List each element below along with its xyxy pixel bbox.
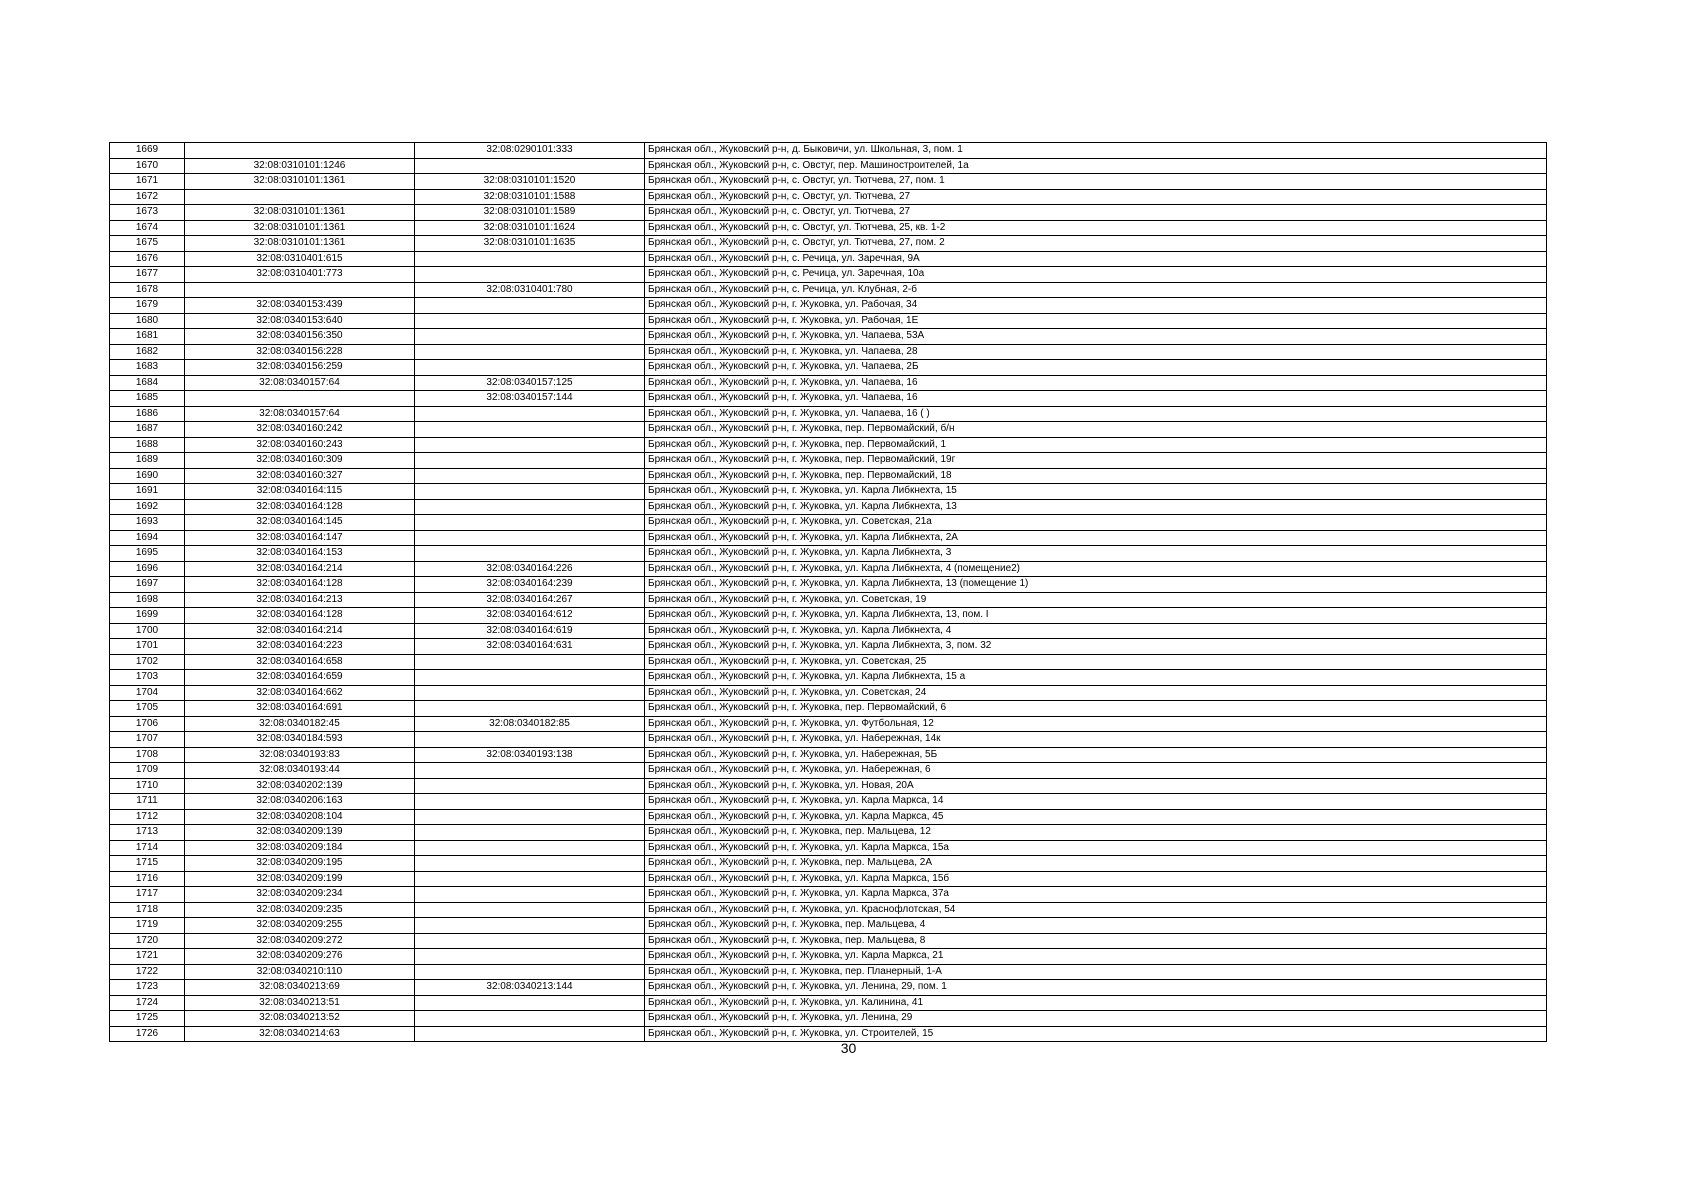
land-cadastral-number-cell: 32:08:0340164:147 bbox=[185, 530, 415, 546]
row-number-cell: 1710 bbox=[110, 778, 185, 794]
building-cadastral-number-cell: 32:08:0310101:1588 bbox=[415, 189, 645, 205]
row-number-cell: 1681 bbox=[110, 329, 185, 345]
row-number-cell: 1690 bbox=[110, 468, 185, 484]
table-row bbox=[110, 918, 1547, 934]
building-cadastral-number-cell bbox=[415, 298, 645, 314]
address-cell: Брянская обл., Жуковский р-н, д. Быковичи, ул. Школьная, 3, пом. 1 bbox=[645, 143, 1547, 159]
table-row bbox=[110, 670, 1547, 686]
land-cadastral-number-cell: 32:08:0340164:214 bbox=[185, 623, 415, 639]
land-cadastral-number-cell: 32:08:0340160:327 bbox=[185, 468, 415, 484]
table-row bbox=[110, 685, 1547, 701]
building-cadastral-number-cell bbox=[415, 360, 645, 376]
row-number-cell: 1704 bbox=[110, 685, 185, 701]
land-cadastral-number-cell: 32:08:0340209:255 bbox=[185, 918, 415, 934]
row-number-cell: 1717 bbox=[110, 887, 185, 903]
land-cadastral-number-cell bbox=[185, 189, 415, 205]
building-cadastral-number-cell bbox=[415, 732, 645, 748]
address-cell: Брянская обл., Жуковский р-н, г. Жуковка, ул. Карла Маркса, 15б bbox=[645, 871, 1547, 887]
land-cadastral-number-cell: 32:08:0340156:228 bbox=[185, 344, 415, 360]
row-number-cell: 1719 bbox=[110, 918, 185, 934]
address-cell: Брянская обл., Жуковский р-н, г. Жуковка, ул. Рабочая, 34 bbox=[645, 298, 1547, 314]
building-cadastral-number-cell: 32:08:0310101:1589 bbox=[415, 205, 645, 221]
building-cadastral-number-cell: 32:08:0340164:239 bbox=[415, 577, 645, 593]
land-cadastral-number-cell: 32:08:0340184:593 bbox=[185, 732, 415, 748]
land-cadastral-number-cell: 32:08:0340206:163 bbox=[185, 794, 415, 810]
building-cadastral-number-cell bbox=[415, 670, 645, 686]
address-cell: Брянская обл., Жуковский р-н, г. Жуковка, ул. Карла Либкнехта, 13, пом. I bbox=[645, 608, 1547, 624]
building-cadastral-number-cell bbox=[415, 856, 645, 872]
land-cadastral-number-cell: 32:08:0340157:64 bbox=[185, 375, 415, 391]
table-row bbox=[110, 747, 1547, 763]
building-cadastral-number-cell bbox=[415, 515, 645, 531]
row-number-cell: 1700 bbox=[110, 623, 185, 639]
table-row bbox=[110, 732, 1547, 748]
address-cell: Брянская обл., Жуковский р-н, г. Жуковка, ул. Карла Маркса, 15а bbox=[645, 840, 1547, 856]
address-cell: Брянская обл., Жуковский р-н, г. Жуковка, пер. Первомайский, 19г bbox=[645, 453, 1547, 469]
address-cell: Брянская обл., Жуковский р-н, г. Жуковка, пер. Мальцева, 4 bbox=[645, 918, 1547, 934]
address-cell: Брянская обл., Жуковский р-н, г. Жуковка, пер. Мальцева, 12 bbox=[645, 825, 1547, 841]
building-cadastral-number-cell: 32:08:0290101:333 bbox=[415, 143, 645, 159]
row-number-cell: 1672 bbox=[110, 189, 185, 205]
land-cadastral-number-cell: 32:08:0340213:51 bbox=[185, 995, 415, 1011]
address-cell: Брянская обл., Жуковский р-н, г. Жуковка, ул. Чапаева, 53А bbox=[645, 329, 1547, 345]
table-row bbox=[110, 902, 1547, 918]
land-cadastral-number-cell: 32:08:0340164:128 bbox=[185, 499, 415, 515]
row-number-cell: 1675 bbox=[110, 236, 185, 252]
address-cell: Брянская обл., Жуковский р-н, с. Овстуг, ул. Тютчева, 27 bbox=[645, 189, 1547, 205]
row-number-cell: 1699 bbox=[110, 608, 185, 624]
row-number-cell: 1677 bbox=[110, 267, 185, 283]
table-row bbox=[110, 360, 1547, 376]
building-cadastral-number-cell: 32:08:0340213:144 bbox=[415, 980, 645, 996]
row-number-cell: 1726 bbox=[110, 1026, 185, 1042]
building-cadastral-number-cell bbox=[415, 313, 645, 329]
table-row bbox=[110, 267, 1547, 283]
building-cadastral-number-cell bbox=[415, 794, 645, 810]
building-cadastral-number-cell: 32:08:0310401:780 bbox=[415, 282, 645, 298]
table-row bbox=[110, 189, 1547, 205]
table-row bbox=[110, 933, 1547, 949]
land-cadastral-number-cell: 32:08:0340164:145 bbox=[185, 515, 415, 531]
table-row bbox=[110, 701, 1547, 717]
land-cadastral-number-cell: 32:08:0340153:439 bbox=[185, 298, 415, 314]
address-cell: Брянская обл., Жуковский р-н, с. Овстуг, пер. Машиностроителей, 1а bbox=[645, 158, 1547, 174]
land-cadastral-number-cell: 32:08:0340193:44 bbox=[185, 763, 415, 779]
row-number-cell: 1684 bbox=[110, 375, 185, 391]
building-cadastral-number-cell bbox=[415, 949, 645, 965]
table-row bbox=[110, 375, 1547, 391]
address-cell: Брянская обл., Жуковский р-н, г. Жуковка, ул. Советская, 21а bbox=[645, 515, 1547, 531]
building-cadastral-number-cell bbox=[415, 654, 645, 670]
land-cadastral-number-cell: 32:08:0310401:773 bbox=[185, 267, 415, 283]
table-row bbox=[110, 995, 1547, 1011]
table-row bbox=[110, 794, 1547, 810]
row-number-cell: 1678 bbox=[110, 282, 185, 298]
building-cadastral-number-cell bbox=[415, 422, 645, 438]
registry-table-body bbox=[110, 143, 1547, 1042]
address-cell: Брянская обл., Жуковский р-н, г. Жуковка, пер. Первомайский, 6 bbox=[645, 701, 1547, 717]
building-cadastral-number-cell: 32:08:0340164:226 bbox=[415, 561, 645, 577]
building-cadastral-number-cell bbox=[415, 437, 645, 453]
table-row bbox=[110, 282, 1547, 298]
land-cadastral-number-cell: 32:08:0340209:235 bbox=[185, 902, 415, 918]
table-row bbox=[110, 406, 1547, 422]
land-cadastral-number-cell: 32:08:0340164:223 bbox=[185, 639, 415, 655]
table-row bbox=[110, 825, 1547, 841]
address-cell: Брянская обл., Жуковский р-н, г. Жуковка, ул. Карла Маркса, 37а bbox=[645, 887, 1547, 903]
address-cell: Брянская обл., Жуковский р-н, г. Жуковка, ул. Футбольная, 12 bbox=[645, 716, 1547, 732]
address-cell: Брянская обл., Жуковский р-н, г. Жуковка, ул. Советская, 25 bbox=[645, 654, 1547, 670]
address-cell: Брянская обл., Жуковский р-н, г. Жуковка, ул. Набережная, 14к bbox=[645, 732, 1547, 748]
page-number: 30 bbox=[840, 1040, 857, 1056]
land-cadastral-number-cell: 32:08:0340209:234 bbox=[185, 887, 415, 903]
address-cell: Брянская обл., Жуковский р-н, г. Жуковка, ул. Строителей, 15 bbox=[645, 1026, 1547, 1042]
table-row bbox=[110, 499, 1547, 515]
row-number-cell: 1674 bbox=[110, 220, 185, 236]
building-cadastral-number-cell: 32:08:0340164:619 bbox=[415, 623, 645, 639]
building-cadastral-number-cell bbox=[415, 267, 645, 283]
address-cell: Брянская обл., Жуковский р-н, г. Жуковка, ул. Карла Либкнехта, 15 bbox=[645, 484, 1547, 500]
land-cadastral-number-cell: 32:08:0340202:139 bbox=[185, 778, 415, 794]
row-number-cell: 1686 bbox=[110, 406, 185, 422]
address-cell: Брянская обл., Жуковский р-н, г. Жуковка, ул. Карла Либкнехта, 4 (помещение2) bbox=[645, 561, 1547, 577]
land-cadastral-number-cell: 32:08:0340160:309 bbox=[185, 453, 415, 469]
land-cadastral-number-cell: 32:08:0310101:1246 bbox=[185, 158, 415, 174]
building-cadastral-number-cell: 32:08:0340164:267 bbox=[415, 592, 645, 608]
row-number-cell: 1698 bbox=[110, 592, 185, 608]
building-cadastral-number-cell: 32:08:0310101:1635 bbox=[415, 236, 645, 252]
row-number-cell: 1706 bbox=[110, 716, 185, 732]
land-cadastral-number-cell: 32:08:0340209:272 bbox=[185, 933, 415, 949]
land-cadastral-number-cell: 32:08:0340209:139 bbox=[185, 825, 415, 841]
address-cell: Брянская обл., Жуковский р-н, г. Жуковка, ул. Новая, 20А bbox=[645, 778, 1547, 794]
building-cadastral-number-cell bbox=[415, 809, 645, 825]
table-row bbox=[110, 840, 1547, 856]
address-cell: Брянская обл., Жуковский р-н, г. Жуковка, пер. Планерный, 1-А bbox=[645, 964, 1547, 980]
building-cadastral-number-cell: 32:08:0340164:612 bbox=[415, 608, 645, 624]
table-row bbox=[110, 1011, 1547, 1027]
address-cell: Брянская обл., Жуковский р-н, г. Жуковка, пер. Первомайский, б/н bbox=[645, 422, 1547, 438]
table-row bbox=[110, 329, 1547, 345]
address-cell: Брянская обл., Жуковский р-н, г. Жуковка, ул. Набережная, 6 bbox=[645, 763, 1547, 779]
building-cadastral-number-cell bbox=[415, 918, 645, 934]
table-row bbox=[110, 205, 1547, 221]
table-row bbox=[110, 313, 1547, 329]
building-cadastral-number-cell bbox=[415, 825, 645, 841]
row-number-cell: 1673 bbox=[110, 205, 185, 221]
table-row bbox=[110, 654, 1547, 670]
building-cadastral-number-cell: 32:08:0340157:144 bbox=[415, 391, 645, 407]
row-number-cell: 1696 bbox=[110, 561, 185, 577]
table-row bbox=[110, 592, 1547, 608]
row-number-cell: 1709 bbox=[110, 763, 185, 779]
row-number-cell: 1697 bbox=[110, 577, 185, 593]
land-cadastral-number-cell: 32:08:0310101:1361 bbox=[185, 205, 415, 221]
land-cadastral-number-cell bbox=[185, 143, 415, 159]
address-cell: Брянская обл., Жуковский р-н, г. Жуковка, ул. Рабочая, 1Е bbox=[645, 313, 1547, 329]
address-cell: Брянская обл., Жуковский р-н, г. Жуковка, ул. Чапаева, 16 bbox=[645, 375, 1547, 391]
building-cadastral-number-cell bbox=[415, 902, 645, 918]
land-cadastral-number-cell bbox=[185, 282, 415, 298]
land-cadastral-number-cell: 32:08:0340164:153 bbox=[185, 546, 415, 562]
land-cadastral-number-cell: 32:08:0340156:350 bbox=[185, 329, 415, 345]
building-cadastral-number-cell bbox=[415, 964, 645, 980]
table-row bbox=[110, 949, 1547, 965]
row-number-cell: 1693 bbox=[110, 515, 185, 531]
land-cadastral-number-cell: 32:08:0340209:199 bbox=[185, 871, 415, 887]
row-number-cell: 1715 bbox=[110, 856, 185, 872]
row-number-cell: 1689 bbox=[110, 453, 185, 469]
row-number-cell: 1718 bbox=[110, 902, 185, 918]
row-number-cell: 1722 bbox=[110, 964, 185, 980]
table-row bbox=[110, 778, 1547, 794]
row-number-cell: 1679 bbox=[110, 298, 185, 314]
table-row bbox=[110, 530, 1547, 546]
row-number-cell: 1687 bbox=[110, 422, 185, 438]
row-number-cell: 1714 bbox=[110, 840, 185, 856]
table-row bbox=[110, 515, 1547, 531]
address-cell: Брянская обл., Жуковский р-н, г. Жуковка, ул. Советская, 24 bbox=[645, 685, 1547, 701]
building-cadastral-number-cell bbox=[415, 1011, 645, 1027]
land-cadastral-number-cell: 32:08:0310101:1361 bbox=[185, 174, 415, 190]
row-number-cell: 1724 bbox=[110, 995, 185, 1011]
address-cell: Брянская обл., Жуковский р-н, с. Речица, ул. Заречная, 9А bbox=[645, 251, 1547, 267]
building-cadastral-number-cell bbox=[415, 933, 645, 949]
table-row bbox=[110, 809, 1547, 825]
table-row bbox=[110, 437, 1547, 453]
building-cadastral-number-cell bbox=[415, 763, 645, 779]
table-row bbox=[110, 546, 1547, 562]
address-cell: Брянская обл., Жуковский р-н, с. Речица, ул. Заречная, 10а bbox=[645, 267, 1547, 283]
row-number-cell: 1711 bbox=[110, 794, 185, 810]
table-row bbox=[110, 158, 1547, 174]
land-cadastral-number-cell: 32:08:0340164:659 bbox=[185, 670, 415, 686]
address-cell: Брянская обл., Жуковский р-н, с. Овстуг, ул. Тютчева, 27, пом. 2 bbox=[645, 236, 1547, 252]
address-cell: Брянская обл., Жуковский р-н, г. Жуковка, ул. Чапаева, 28 bbox=[645, 344, 1547, 360]
row-number-cell: 1703 bbox=[110, 670, 185, 686]
building-cadastral-number-cell bbox=[415, 251, 645, 267]
table-row bbox=[110, 887, 1547, 903]
address-cell: Брянская обл., Жуковский р-н, г. Жуковка, пер. Первомайский, 1 bbox=[645, 437, 1547, 453]
address-cell: Брянская обл., Жуковский р-н, г. Жуковка, ул. Ленина, 29, пом. 1 bbox=[645, 980, 1547, 996]
land-cadastral-number-cell: 32:08:0340209:184 bbox=[185, 840, 415, 856]
table-row bbox=[110, 422, 1547, 438]
table-row bbox=[110, 639, 1547, 655]
land-cadastral-number-cell: 32:08:0340164:658 bbox=[185, 654, 415, 670]
land-cadastral-number-cell: 32:08:0340213:69 bbox=[185, 980, 415, 996]
table-row bbox=[110, 716, 1547, 732]
address-cell: Брянская обл., Жуковский р-н, г. Жуковка, ул. Краснофлотская, 54 bbox=[645, 902, 1547, 918]
row-number-cell: 1723 bbox=[110, 980, 185, 996]
address-cell: Брянская обл., Жуковский р-н, г. Жуковка, ул. Советская, 19 bbox=[645, 592, 1547, 608]
building-cadastral-number-cell: 32:08:0340193:138 bbox=[415, 747, 645, 763]
address-cell: Брянская обл., Жуковский р-н, г. Жуковка, ул. Калинина, 41 bbox=[645, 995, 1547, 1011]
address-cell: Брянская обл., Жуковский р-н, г. Жуковка, ул. Ленина, 29 bbox=[645, 1011, 1547, 1027]
table-row bbox=[110, 608, 1547, 624]
row-number-cell: 1707 bbox=[110, 732, 185, 748]
row-number-cell: 1683 bbox=[110, 360, 185, 376]
land-cadastral-number-cell: 32:08:0340208:104 bbox=[185, 809, 415, 825]
address-cell: Брянская обл., Жуковский р-н, г. Жуковка, ул. Карла Либкнехта, 3, пом. 32 bbox=[645, 639, 1547, 655]
building-cadastral-number-cell bbox=[415, 158, 645, 174]
row-number-cell: 1680 bbox=[110, 313, 185, 329]
row-number-cell: 1702 bbox=[110, 654, 185, 670]
building-cadastral-number-cell bbox=[415, 499, 645, 515]
land-cadastral-number-cell: 32:08:0340193:83 bbox=[185, 747, 415, 763]
address-cell: Брянская обл., Жуковский р-н, г. Жуковка, ул. Карла Либкнехта, 13 bbox=[645, 499, 1547, 515]
land-cadastral-number-cell: 32:08:0340164:662 bbox=[185, 685, 415, 701]
building-cadastral-number-cell bbox=[415, 468, 645, 484]
building-cadastral-number-cell bbox=[415, 887, 645, 903]
address-cell: Брянская обл., Жуковский р-н, г. Жуковка, ул. Карла Маркса, 21 bbox=[645, 949, 1547, 965]
row-number-cell: 1721 bbox=[110, 949, 185, 965]
building-cadastral-number-cell bbox=[415, 344, 645, 360]
table-row bbox=[110, 344, 1547, 360]
land-cadastral-number-cell: 32:08:0340209:195 bbox=[185, 856, 415, 872]
building-cadastral-number-cell bbox=[415, 778, 645, 794]
address-cell: Брянская обл., Жуковский р-н, с. Овстуг, ул. Тютчева, 25, кв. 1-2 bbox=[645, 220, 1547, 236]
building-cadastral-number-cell bbox=[415, 484, 645, 500]
table-row bbox=[110, 856, 1547, 872]
address-cell: Брянская обл., Жуковский р-н, г. Жуковка, ул. Карла Либкнехта, 3 bbox=[645, 546, 1547, 562]
building-cadastral-number-cell: 32:08:0310101:1624 bbox=[415, 220, 645, 236]
row-number-cell: 1669 bbox=[110, 143, 185, 159]
row-number-cell: 1688 bbox=[110, 437, 185, 453]
building-cadastral-number-cell: 32:08:0340182:85 bbox=[415, 716, 645, 732]
building-cadastral-number-cell: 32:08:0310101:1520 bbox=[415, 174, 645, 190]
land-cadastral-number-cell: 32:08:0340214:63 bbox=[185, 1026, 415, 1042]
building-cadastral-number-cell bbox=[415, 546, 645, 562]
address-cell: Брянская обл., Жуковский р-н, г. Жуковка, ул. Карла Либкнехта, 13 (помещение 1) bbox=[645, 577, 1547, 593]
table-row bbox=[110, 174, 1547, 190]
land-cadastral-number-cell: 32:08:0340164:214 bbox=[185, 561, 415, 577]
table-row bbox=[110, 468, 1547, 484]
land-cadastral-number-cell: 32:08:0340153:640 bbox=[185, 313, 415, 329]
row-number-cell: 1695 bbox=[110, 546, 185, 562]
address-cell: Брянская обл., Жуковский р-н, г. Жуковка, пер. Мальцева, 8 bbox=[645, 933, 1547, 949]
building-cadastral-number-cell bbox=[415, 871, 645, 887]
land-cadastral-number-cell: 32:08:0340157:64 bbox=[185, 406, 415, 422]
row-number-cell: 1670 bbox=[110, 158, 185, 174]
table-row bbox=[110, 980, 1547, 996]
table-row bbox=[110, 623, 1547, 639]
table-row bbox=[110, 484, 1547, 500]
building-cadastral-number-cell bbox=[415, 453, 645, 469]
address-cell: Брянская обл., Жуковский р-н, г. Жуковка, ул. Чапаева, 16 ( ) bbox=[645, 406, 1547, 422]
table-row bbox=[110, 236, 1547, 252]
land-cadastral-number-cell: 32:08:0340210:110 bbox=[185, 964, 415, 980]
land-cadastral-number-cell: 32:08:0340182:45 bbox=[185, 716, 415, 732]
address-cell: Брянская обл., Жуковский р-н, г. Жуковка, ул. Чапаева, 16 bbox=[645, 391, 1547, 407]
row-number-cell: 1716 bbox=[110, 871, 185, 887]
row-number-cell: 1671 bbox=[110, 174, 185, 190]
building-cadastral-number-cell bbox=[415, 840, 645, 856]
address-cell: Брянская обл., Жуковский р-н, г. Жуковка, ул. Карла Либкнехта, 2А bbox=[645, 530, 1547, 546]
table-row bbox=[110, 143, 1547, 159]
table-row bbox=[110, 871, 1547, 887]
land-cadastral-number-cell: 32:08:0310401:615 bbox=[185, 251, 415, 267]
address-cell: Брянская обл., Жуковский р-н, г. Жуковка, ул. Карла Либкнехта, 4 bbox=[645, 623, 1547, 639]
land-cadastral-number-cell: 32:08:0340164:115 bbox=[185, 484, 415, 500]
building-cadastral-number-cell bbox=[415, 530, 645, 546]
row-number-cell: 1676 bbox=[110, 251, 185, 267]
row-number-cell: 1691 bbox=[110, 484, 185, 500]
land-cadastral-number-cell: 32:08:0340156:259 bbox=[185, 360, 415, 376]
building-cadastral-number-cell: 32:08:0340157:125 bbox=[415, 375, 645, 391]
land-cadastral-number-cell: 32:08:0340160:242 bbox=[185, 422, 415, 438]
building-cadastral-number-cell bbox=[415, 701, 645, 717]
building-cadastral-number-cell bbox=[415, 685, 645, 701]
address-cell: Брянская обл., Жуковский р-н, г. Жуковка, ул. Карла Либкнехта, 15 а bbox=[645, 670, 1547, 686]
land-cadastral-number-cell bbox=[185, 391, 415, 407]
address-cell: Брянская обл., Жуковский р-н, г. Жуковка, пер. Первомайский, 18 bbox=[645, 468, 1547, 484]
land-cadastral-number-cell: 32:08:0310101:1361 bbox=[185, 220, 415, 236]
address-cell: Брянская обл., Жуковский р-н, с. Овстуг, ул. Тютчева, 27, пом. 1 bbox=[645, 174, 1547, 190]
address-cell: Брянская обл., Жуковский р-н, с. Овстуг, ул. Тютчева, 27 bbox=[645, 205, 1547, 221]
building-cadastral-number-cell: 32:08:0340164:631 bbox=[415, 639, 645, 655]
row-number-cell: 1694 bbox=[110, 530, 185, 546]
row-number-cell: 1712 bbox=[110, 809, 185, 825]
land-cadastral-number-cell: 32:08:0340164:213 bbox=[185, 592, 415, 608]
table-row bbox=[110, 964, 1547, 980]
address-cell: Брянская обл., Жуковский р-н, г. Жуковка, ул. Карла Маркса, 14 bbox=[645, 794, 1547, 810]
table-row bbox=[110, 577, 1547, 593]
land-cadastral-number-cell: 32:08:0340164:128 bbox=[185, 608, 415, 624]
land-cadastral-number-cell: 32:08:0340213:52 bbox=[185, 1011, 415, 1027]
row-number-cell: 1685 bbox=[110, 391, 185, 407]
table-row bbox=[110, 251, 1547, 267]
address-cell: Брянская обл., Жуковский р-н, г. Жуковка, ул. Карла Маркса, 45 bbox=[645, 809, 1547, 825]
row-number-cell: 1720 bbox=[110, 933, 185, 949]
table-row bbox=[110, 763, 1547, 779]
row-number-cell: 1692 bbox=[110, 499, 185, 515]
address-cell: Брянская обл., Жуковский р-н, г. Жуковка, пер. Мальцева, 2А bbox=[645, 856, 1547, 872]
table-row bbox=[110, 220, 1547, 236]
land-cadastral-number-cell: 32:08:0340160:243 bbox=[185, 437, 415, 453]
building-cadastral-number-cell bbox=[415, 406, 645, 422]
row-number-cell: 1682 bbox=[110, 344, 185, 360]
building-cadastral-number-cell bbox=[415, 995, 645, 1011]
table-row bbox=[110, 453, 1547, 469]
address-cell: Брянская обл., Жуковский р-н, г. Жуковка, ул. Чапаева, 2Б bbox=[645, 360, 1547, 376]
row-number-cell: 1708 bbox=[110, 747, 185, 763]
land-cadastral-number-cell: 32:08:0340164:691 bbox=[185, 701, 415, 717]
table-row bbox=[110, 391, 1547, 407]
land-cadastral-number-cell: 32:08:0340164:128 bbox=[185, 577, 415, 593]
building-cadastral-number-cell bbox=[415, 329, 645, 345]
address-cell: Брянская обл., Жуковский р-н, г. Жуковка, ул. Набережная, 5Б bbox=[645, 747, 1547, 763]
address-cell: Брянская обл., Жуковский р-н, с. Речица, ул. Клубная, 2-б bbox=[645, 282, 1547, 298]
row-number-cell: 1705 bbox=[110, 701, 185, 717]
land-cadastral-number-cell: 32:08:0340209:276 bbox=[185, 949, 415, 965]
table-row bbox=[110, 561, 1547, 577]
row-number-cell: 1713 bbox=[110, 825, 185, 841]
table-row bbox=[110, 298, 1547, 314]
row-number-cell: 1725 bbox=[110, 1011, 185, 1027]
row-number-cell: 1701 bbox=[110, 639, 185, 655]
registry-table bbox=[109, 142, 1547, 1042]
land-cadastral-number-cell: 32:08:0310101:1361 bbox=[185, 236, 415, 252]
